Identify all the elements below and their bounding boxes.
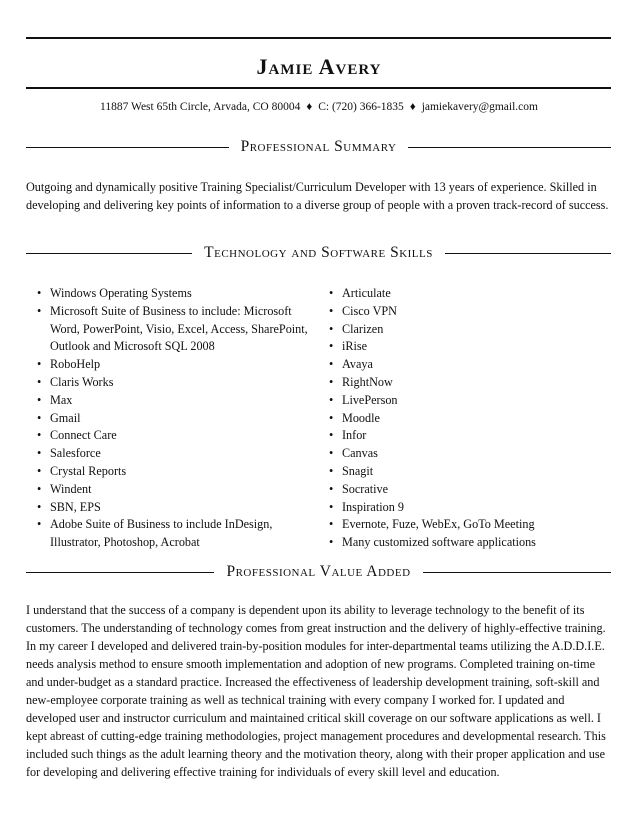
skill-item: • Canvas [327, 445, 597, 463]
address: 11887 West 65th Circle, Arvada, CO 80004 [100, 101, 301, 113]
skill-item: • LivePerson [327, 392, 597, 410]
skill-item: • Windent [35, 481, 320, 499]
skill-item: • Adobe Suite of Business to include InDesign, Illustrator, Photoshop, Acrobat [35, 516, 320, 552]
heading-line-left [26, 572, 214, 573]
skill-item: • Salesforce [35, 445, 320, 463]
skill-item: • Socrative [327, 481, 597, 499]
skill-item: • Inspiration 9 [327, 499, 597, 517]
section-title: Professional Summary [240, 138, 397, 155]
summary-heading [26, 139, 611, 155]
skill-item: • Cisco VPN [327, 303, 597, 321]
value-added-text: I understand that the success of a company is dependent upon its ability to leverage technology to the benefit of its customers. The understanding of technology comes from great instruction and the delivery of highly-effective training. In my career I developed and delivered train-by-position modules for inter-departmental teams utilizing the A.D.D.I.E. needs analysis method to ensure smooth implementation and adoption of new programs. Completed training on-time and under-budget as a standard practice. Increased the effectiveness of leadership development training, soft-skill and new-employee corporate training as well as technical training with every company I worked for. I updated and developed user and instructor curriculum and maintained critical skill coverage on our software applications as well. I kept abreast of cutting-edge training methodologies, project management procedures and developmental research. This included such things as the adult learning theory and the motivation theory, along with their proper application and use for developing and delivering effective training for individuals of every skill level and education. [26, 603, 606, 779]
skill-item: • Connect Care [35, 427, 320, 445]
section-title: Professional Value Added [226, 563, 411, 580]
skills-list-left [35, 285, 320, 552]
skill-item: • Crystal Reports [35, 463, 320, 481]
skills-heading [26, 245, 611, 261]
name-rule [26, 87, 611, 89]
heading-line-right [408, 147, 611, 148]
skill-item: • Avaya [327, 356, 597, 374]
skill-item: • Gmail [35, 410, 320, 428]
candidate-name: Jamie Avery [256, 54, 382, 79]
skill-item: • Clarizen [327, 321, 597, 339]
top-rule [26, 37, 611, 39]
phone: C: (720) 366-1835 [318, 101, 404, 113]
heading-line-left [26, 147, 229, 148]
diamond-separator-icon: ♦ [306, 101, 313, 113]
heading-line-right [445, 253, 611, 254]
diamond-separator-icon: ♦ [409, 101, 416, 113]
skill-item: • RoboHelp [35, 356, 320, 374]
summary-text: Outgoing and dynamically positive Training Specialist/Curriculum Developer with 13 years of experience. Skilled in developing and delivering key points of information to a diverse group of people with a proven track-record of success. [26, 180, 609, 212]
section-title: Technology and Software Skills [204, 244, 433, 261]
skill-item: • Infor [327, 427, 597, 445]
heading-line-left [26, 253, 192, 254]
skill-item: • RightNow [327, 374, 597, 392]
skill-item: • Windows Operating Systems [35, 285, 320, 303]
skills-list-right [327, 285, 597, 552]
value-added-heading [26, 564, 611, 580]
skill-item: • Evernote, Fuze, WebEx, GoTo Meeting [327, 516, 597, 534]
heading-line-right [423, 572, 611, 573]
contact-line [0, 101, 638, 113]
skill-item: • Max [35, 392, 320, 410]
skill-item: • Moodle [327, 410, 597, 428]
email[interactable]: jamiekavery@gmail.com [421, 101, 538, 113]
skill-item: • Many customized software applications [327, 534, 597, 552]
skill-item: • Snagit [327, 463, 597, 481]
skill-item: • Claris Works [35, 374, 320, 392]
skill-item: • SBN, EPS [35, 499, 320, 517]
skill-item: • Microsoft Suite of Business to include: Microsoft Word, PowerPoint, Visio, Excel, Access, SharePoint, Outlook and Microsoft SQL 2008 [35, 303, 320, 356]
skill-item: • iRise [327, 338, 597, 356]
skill-item: • Articulate [327, 285, 597, 303]
